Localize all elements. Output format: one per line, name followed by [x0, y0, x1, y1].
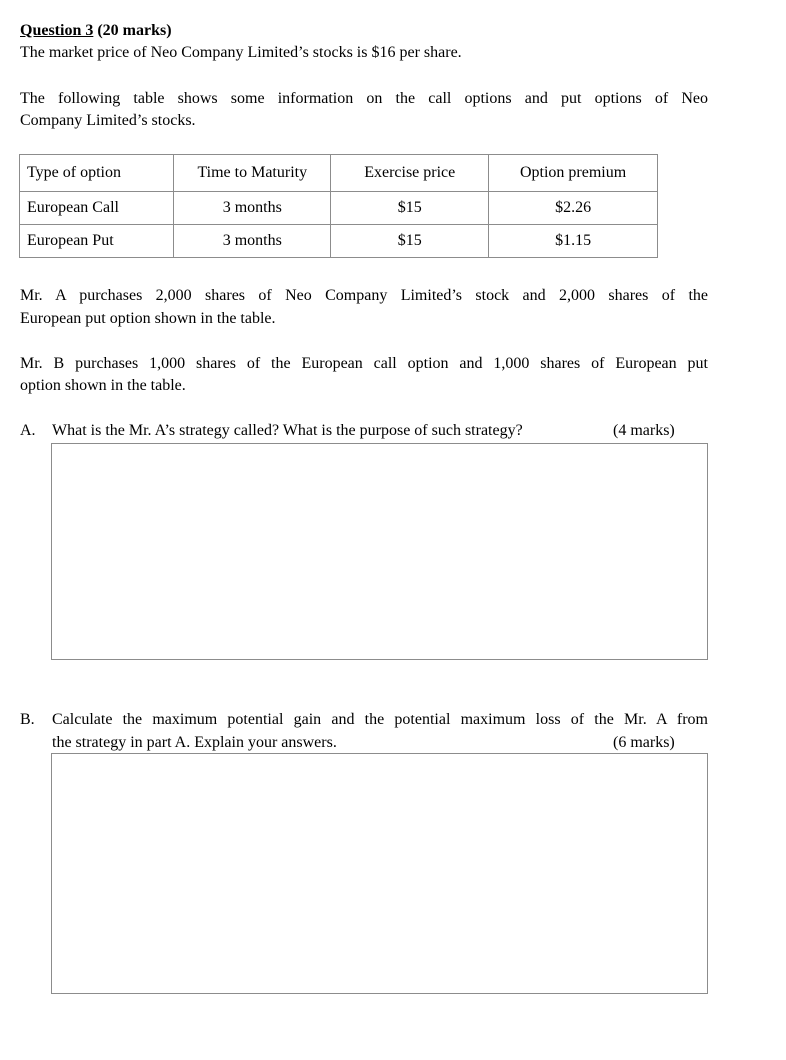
table-row — [20, 225, 658, 258]
mr-a-line1: Mr. A purchases 2,000 shares of Neo Company Limited’s stock and 2,000 shares of the — [20, 287, 708, 304]
part-b-question-line1: Calculate the maximum potential gain and the potential maximum loss of the Mr. A from — [52, 711, 708, 728]
cell-premium: $2.26 — [489, 192, 658, 225]
mr-b-line1: Mr. B purchases 1,000 shares of the European call option and 1,000 shares of European put — [20, 355, 708, 372]
question-title — [20, 20, 172, 42]
header-type: Type of option — [20, 155, 174, 192]
part-b-marks: (6 marks) — [613, 734, 675, 751]
cell-exercise-price: $15 — [331, 225, 489, 258]
header-exercise-price: Exercise price — [331, 155, 489, 192]
intro-text: The market price of Neo Company Limited’s stocks is $16 per share. — [20, 44, 462, 61]
cell-premium: $1.15 — [489, 225, 658, 258]
cell-type: European Call — [20, 192, 174, 225]
part-b-question-line2: the strategy in part A. Explain your answers. — [52, 734, 337, 751]
header-premium: Option premium — [489, 155, 658, 192]
table-header-row — [20, 155, 658, 192]
part-b-answer-box[interactable] — [51, 753, 708, 994]
part-a-answer-box[interactable] — [51, 443, 708, 660]
mr-a-line2: European put option shown in the table. — [20, 310, 276, 327]
table-row — [20, 192, 658, 225]
header-maturity: Time to Maturity — [174, 155, 331, 192]
part-a-question: What is the Mr. A’s strategy called? What is the purpose of such strategy? — [52, 422, 523, 439]
cell-exercise-price: $15 — [331, 192, 489, 225]
question-marks: (20 marks) — [97, 22, 172, 39]
cell-maturity: 3 months — [174, 225, 331, 258]
part-a-marks: (4 marks) — [613, 422, 675, 439]
table-intro-line1: The following table shows some information on the call options and put options of Neo — [20, 90, 708, 107]
cell-maturity: 3 months — [174, 192, 331, 225]
part-b-label: B. — [20, 711, 35, 728]
question-number: Question 3 — [20, 22, 94, 39]
options-table — [19, 154, 658, 258]
cell-type: European Put — [20, 225, 174, 258]
mr-b-line2: option shown in the table. — [20, 377, 186, 394]
table-intro-line2: Company Limited’s stocks. — [20, 112, 196, 129]
part-a-label: A. — [20, 422, 36, 439]
